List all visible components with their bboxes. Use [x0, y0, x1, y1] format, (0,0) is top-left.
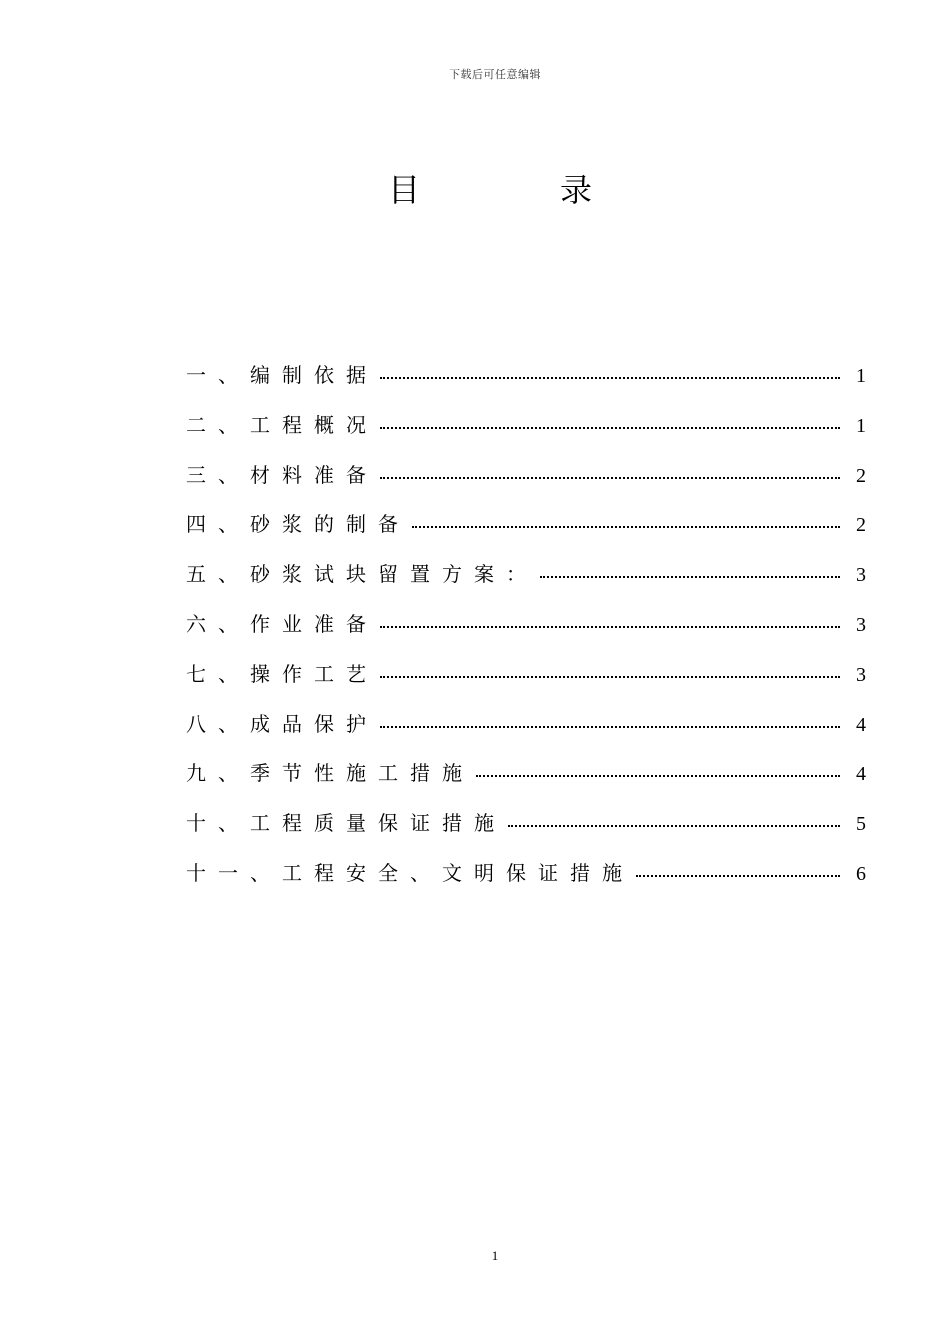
toc-entry[interactable]	[186, 355, 866, 405]
toc-entry-label: 六、作业准备	[186, 611, 378, 636]
toc-leader-dots	[380, 427, 840, 429]
toc-entry-page: 6	[856, 862, 866, 885]
toc-entry-label: 九、季节性施工措施	[186, 761, 474, 786]
toc-entry-label: 二、工程概况	[186, 412, 378, 437]
toc-entry-page: 1	[856, 414, 866, 437]
toc-entry-page: 3	[856, 613, 866, 636]
toc-entry[interactable]	[186, 753, 866, 803]
toc-leader-dots	[508, 825, 840, 827]
toc-entry[interactable]	[186, 554, 866, 604]
toc-entry-label: 三、材料准备	[186, 462, 378, 487]
header-note: 下载后可任意编辑	[449, 68, 541, 81]
toc-leader-dots	[380, 377, 840, 379]
toc-entry-page: 4	[856, 763, 866, 786]
page-number: 1	[491, 1248, 499, 1263]
toc-entry[interactable]	[186, 405, 866, 455]
toc-leader-dots	[380, 626, 840, 628]
toc-entry-label: 四、砂浆的制备	[186, 512, 410, 537]
toc-entry[interactable]	[186, 455, 866, 505]
toc-entry-page: 2	[856, 514, 866, 537]
table-of-contents	[186, 355, 866, 903]
toc-entry-label: 一、编制依据	[186, 363, 378, 387]
toc-entry-page: 3	[856, 564, 866, 587]
toc-entry-page: 2	[856, 464, 866, 487]
toc-leader-dots	[380, 676, 840, 678]
toc-entry-label: 七、操作工艺	[186, 661, 378, 686]
toc-entry[interactable]	[186, 853, 866, 903]
toc-leader-dots	[540, 576, 840, 578]
toc-leader-dots	[380, 726, 840, 728]
page-title	[0, 170, 950, 210]
toc-entry-label: 五、砂浆试块留置方案：	[186, 562, 538, 587]
title-char-2: 录	[560, 171, 593, 209]
toc-entry-page: 1	[856, 365, 866, 387]
toc-entry-page: 3	[856, 663, 866, 686]
toc-leader-dots	[476, 775, 840, 777]
toc-entry[interactable]	[186, 504, 866, 554]
toc-entry[interactable]	[186, 604, 866, 654]
toc-entry[interactable]	[186, 654, 866, 704]
toc-leader-dots	[380, 477, 840, 479]
toc-entry-page: 4	[856, 713, 866, 736]
title-char-1: 目	[387, 171, 420, 209]
toc-leader-dots	[636, 875, 840, 877]
toc-entry-page: 5	[856, 813, 866, 836]
toc-leader-dots	[412, 526, 840, 528]
toc-entry[interactable]	[186, 803, 866, 853]
toc-entry-label: 十一、工程安全、文明保证措施	[186, 860, 634, 885]
toc-entry-label: 八、成品保护	[186, 711, 378, 736]
toc-entry-label: 十、工程质量保证措施	[186, 811, 506, 836]
toc-entry[interactable]	[186, 704, 866, 754]
